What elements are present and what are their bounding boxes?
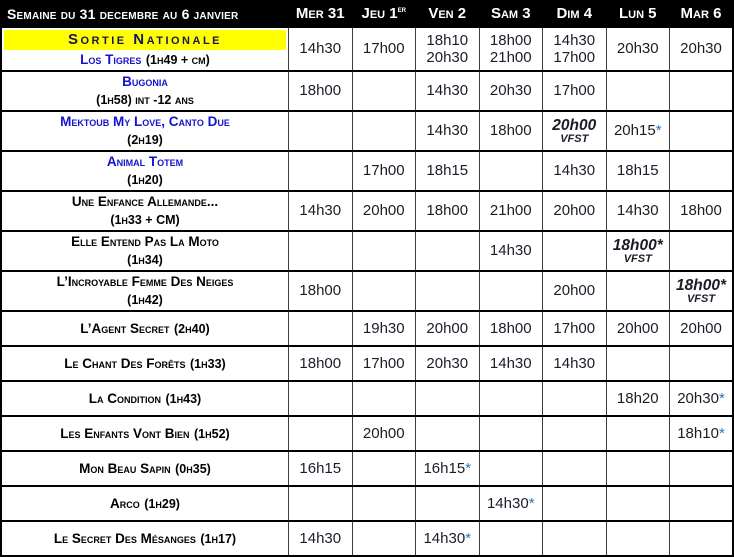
showtime: 14h30 bbox=[553, 354, 596, 372]
showtime-cell bbox=[543, 311, 607, 346]
showtime-cell bbox=[670, 486, 734, 521]
day-header: Mar 6 bbox=[670, 1, 734, 27]
showtime-cell bbox=[352, 451, 416, 486]
showtime-cell bbox=[416, 231, 480, 271]
film-row bbox=[1, 111, 733, 151]
film-title-line bbox=[4, 193, 286, 211]
showtime: 14h30* bbox=[486, 494, 535, 512]
showtime-cell bbox=[416, 381, 480, 416]
showtime: 18h00 bbox=[489, 122, 532, 140]
showtime-cell bbox=[670, 346, 734, 381]
film-title-line bbox=[4, 425, 286, 443]
film-title-line bbox=[4, 273, 286, 291]
showtime-cell bbox=[352, 486, 416, 521]
showtime: 20h00 bbox=[362, 202, 405, 220]
film-duration: (1h42) bbox=[127, 293, 163, 307]
film-duration: (1h34) bbox=[127, 253, 163, 267]
showtime: 14h30 bbox=[553, 162, 596, 180]
showtime-cell bbox=[416, 271, 480, 311]
showtime-cell bbox=[543, 451, 607, 486]
showtime-cell bbox=[543, 71, 607, 111]
showtime-cell bbox=[479, 231, 543, 271]
showtime: 18h00 bbox=[299, 282, 342, 300]
showtime-cell bbox=[352, 27, 416, 71]
showtime-cell bbox=[416, 151, 480, 191]
showtime-cell bbox=[289, 381, 353, 416]
showtime-cell bbox=[606, 451, 670, 486]
star-marker: * bbox=[465, 529, 472, 547]
film-title: Elle Entend Pas La Moto bbox=[71, 234, 219, 249]
showtime-cell bbox=[289, 71, 353, 111]
showtime-cell bbox=[670, 71, 734, 111]
showtime-cell bbox=[670, 521, 734, 556]
film-title-line bbox=[4, 73, 286, 91]
film-meta-line bbox=[4, 91, 286, 109]
showtime-cell bbox=[352, 346, 416, 381]
film-title: Bugonia bbox=[122, 74, 168, 89]
showtime-cell bbox=[670, 191, 734, 231]
showtime-cell bbox=[352, 271, 416, 311]
showtime-cell bbox=[606, 231, 670, 271]
showtime: 18h00 bbox=[489, 31, 532, 49]
showtime-cell bbox=[670, 27, 734, 71]
showtime-cell bbox=[606, 191, 670, 231]
showtime-cell bbox=[289, 191, 353, 231]
film-meta-line bbox=[4, 251, 286, 269]
showtime-cell bbox=[416, 416, 480, 451]
showtime-cell bbox=[352, 416, 416, 451]
showtime-cell bbox=[543, 111, 607, 151]
showtime: 18h15 bbox=[616, 162, 659, 180]
showtime: 18h20 bbox=[616, 389, 659, 407]
showtime: 14h30 bbox=[489, 242, 532, 260]
film-title-line bbox=[4, 390, 286, 408]
showtime-cell bbox=[352, 231, 416, 271]
day-header: Sam 3 bbox=[479, 1, 543, 27]
film-title-line bbox=[4, 320, 286, 338]
showtime: 17h00 bbox=[362, 40, 405, 58]
showtime: 16h15 bbox=[299, 459, 342, 477]
showtime-cell bbox=[416, 521, 480, 556]
showtime-cell bbox=[289, 231, 353, 271]
film-row bbox=[1, 71, 733, 111]
showtime-cell bbox=[543, 486, 607, 521]
showtime-cell bbox=[479, 521, 543, 556]
showtime: 18h15 bbox=[426, 162, 469, 180]
film-duration: (1h29) bbox=[144, 496, 180, 511]
showtime-cell bbox=[416, 27, 480, 71]
showtime-cell bbox=[352, 521, 416, 556]
showtime-cell bbox=[289, 416, 353, 451]
film-row bbox=[1, 451, 733, 486]
showtime: 14h30 bbox=[299, 40, 342, 58]
header-row bbox=[1, 1, 733, 27]
film-meta-line bbox=[4, 211, 286, 229]
film-title-line bbox=[4, 51, 286, 69]
film-duration: (1h52) bbox=[194, 426, 230, 441]
film-title-cell bbox=[1, 346, 289, 381]
sortie-nationale-banner: Sortie Nationale bbox=[4, 30, 286, 50]
showtime: 18h00 bbox=[299, 354, 342, 372]
film-title: Los Tigres bbox=[80, 51, 142, 67]
showtime: 19h30 bbox=[362, 319, 405, 337]
film-title: Une Enfance Allemande... bbox=[71, 194, 219, 209]
showtime-cell bbox=[543, 151, 607, 191]
film-title-line bbox=[4, 355, 286, 373]
showtime-cell bbox=[479, 111, 543, 151]
showtime-cell bbox=[670, 271, 734, 311]
film-duration: (2h19) bbox=[127, 133, 163, 147]
showtime: 17h00 bbox=[553, 49, 596, 66]
showtime-cell bbox=[606, 416, 670, 451]
showtime: 18h00* bbox=[612, 236, 663, 254]
film-duration: (2h40) bbox=[174, 321, 210, 336]
showtime: 20h00 bbox=[426, 319, 469, 337]
film-duration: (1h58) int -12 ans bbox=[96, 93, 194, 107]
showtime: 20h00 bbox=[552, 116, 597, 134]
showtime-cell bbox=[670, 381, 734, 416]
day-header: Dim 4 bbox=[543, 1, 607, 27]
showtime: 14h30 bbox=[299, 529, 342, 547]
showtime: 20h00 bbox=[553, 282, 596, 300]
showtime-cell bbox=[543, 346, 607, 381]
showtime-cell bbox=[289, 311, 353, 346]
showtime: 20h00 bbox=[616, 319, 659, 337]
showtime-cell bbox=[670, 231, 734, 271]
showtime: 20h00 bbox=[680, 319, 722, 337]
showtime-cell bbox=[670, 111, 734, 151]
showtime-cell bbox=[352, 111, 416, 151]
showtime: 14h30 bbox=[299, 202, 342, 220]
film-row bbox=[1, 346, 733, 381]
film-title-cell bbox=[1, 231, 289, 271]
showtime: 18h00 bbox=[426, 202, 469, 220]
showtime-cell bbox=[416, 71, 480, 111]
showtime: 21h00 bbox=[489, 202, 532, 220]
star-marker: * bbox=[718, 389, 725, 407]
film-row bbox=[1, 191, 733, 231]
film-title: Le Chant Des Forêts bbox=[64, 355, 186, 371]
film-title: Arco bbox=[110, 495, 140, 511]
showtime-cell bbox=[479, 27, 543, 71]
showtime-cell bbox=[289, 346, 353, 381]
film-duration: (0h35) bbox=[175, 461, 211, 476]
film-title: L’Incroyable Femme Des Neiges bbox=[56, 274, 234, 289]
showtime-cell bbox=[416, 451, 480, 486]
showtime: VFST bbox=[560, 133, 589, 146]
film-title-cell bbox=[1, 71, 289, 111]
film-title-cell bbox=[1, 381, 289, 416]
schedule-body bbox=[1, 27, 733, 556]
showtime-cell bbox=[352, 71, 416, 111]
showtime: 17h00 bbox=[553, 82, 596, 100]
showtime-cell bbox=[670, 151, 734, 191]
showtime-cell bbox=[606, 271, 670, 311]
film-title-cell bbox=[1, 151, 289, 191]
film-row bbox=[1, 416, 733, 451]
film-duration: (1h33) bbox=[190, 356, 226, 371]
showtime: VFST bbox=[686, 293, 716, 306]
day-header-sup: er bbox=[397, 5, 406, 14]
showtime-cell bbox=[479, 191, 543, 231]
film-row bbox=[1, 27, 733, 71]
showtime-cell bbox=[416, 346, 480, 381]
film-title-line bbox=[4, 153, 286, 171]
showtime-cell bbox=[606, 71, 670, 111]
showtime: 17h00 bbox=[362, 354, 405, 372]
showtime: 18h00 bbox=[299, 82, 342, 100]
showtime-cell bbox=[670, 311, 734, 346]
showtime-cell bbox=[606, 151, 670, 191]
showtime-cell bbox=[543, 416, 607, 451]
film-row bbox=[1, 521, 733, 556]
showtime-cell bbox=[416, 486, 480, 521]
showtime-cell bbox=[289, 486, 353, 521]
showtime-cell bbox=[606, 346, 670, 381]
showtime-cell bbox=[289, 451, 353, 486]
film-duration: (1h17) bbox=[200, 531, 237, 546]
showtime-cell bbox=[543, 521, 607, 556]
day-header: Ven 2 bbox=[416, 1, 480, 27]
film-title-line bbox=[4, 233, 286, 251]
day-header: Lun 5 bbox=[606, 1, 670, 27]
film-duration: (1h33 + CM) bbox=[110, 213, 180, 227]
star-marker: * bbox=[465, 459, 472, 477]
showtime: 20h15* bbox=[613, 122, 662, 140]
film-title-cell bbox=[1, 311, 289, 346]
showtime: 14h30 bbox=[489, 354, 532, 372]
showtime-cell bbox=[479, 451, 543, 486]
showtime-cell bbox=[606, 486, 670, 521]
film-title: Animal Totem bbox=[106, 154, 184, 169]
showtime-cell bbox=[670, 416, 734, 451]
showtime: 20h30 bbox=[680, 40, 722, 58]
showtime-cell bbox=[479, 71, 543, 111]
showtime-cell bbox=[543, 27, 607, 71]
star-marker: * bbox=[656, 236, 663, 254]
showtime: 20h30 bbox=[426, 354, 469, 372]
showtime-cell bbox=[352, 191, 416, 231]
showtime-cell bbox=[479, 381, 543, 416]
film-title: Les Enfants Vont Bien bbox=[60, 425, 190, 441]
film-meta-line bbox=[4, 291, 286, 309]
film-title-cell bbox=[1, 416, 289, 451]
day-header: Mer 31 bbox=[289, 1, 353, 27]
showtime: 14h30 bbox=[426, 122, 469, 140]
showtime: 14h30 bbox=[426, 82, 469, 100]
showtime-cell bbox=[479, 416, 543, 451]
showtime: 20h30* bbox=[677, 389, 725, 407]
showtime-cell bbox=[543, 231, 607, 271]
showtime-cell bbox=[606, 27, 670, 71]
film-title-cell bbox=[1, 521, 289, 556]
showtime: 18h00 bbox=[680, 202, 722, 220]
showtime-cell bbox=[606, 111, 670, 151]
star-marker: * bbox=[718, 424, 725, 442]
showtime: 14h30 bbox=[616, 202, 659, 220]
film-row bbox=[1, 381, 733, 416]
showtime-cell bbox=[543, 271, 607, 311]
showtime: 18h10 bbox=[426, 31, 469, 49]
showtime: 14h30 bbox=[553, 31, 596, 49]
film-row bbox=[1, 271, 733, 311]
film-title-cell bbox=[1, 27, 289, 71]
showtime-cell bbox=[352, 151, 416, 191]
showtime-cell bbox=[289, 271, 353, 311]
showtime: 20h00 bbox=[553, 202, 596, 220]
showtime: 20h30 bbox=[616, 40, 659, 58]
showtime-cell bbox=[670, 451, 734, 486]
showtime: 20h00 bbox=[362, 424, 405, 442]
showtime-cell bbox=[606, 311, 670, 346]
film-row bbox=[1, 151, 733, 191]
day-header: Jeu 1er bbox=[352, 1, 416, 27]
film-title-cell bbox=[1, 191, 289, 231]
showtime-cell bbox=[479, 151, 543, 191]
showtime: 18h10* bbox=[677, 424, 725, 442]
showtime: 14h30* bbox=[423, 529, 472, 547]
showtime-cell bbox=[606, 521, 670, 556]
showtime-cell bbox=[352, 381, 416, 416]
showtime-cell bbox=[289, 521, 353, 556]
showtime-cell bbox=[479, 271, 543, 311]
showtime: 20h30 bbox=[489, 82, 532, 100]
film-title: L’Agent Secret bbox=[80, 320, 170, 336]
showtime-cell bbox=[416, 111, 480, 151]
star-marker: * bbox=[719, 276, 726, 294]
film-row bbox=[1, 231, 733, 271]
film-title-cell bbox=[1, 451, 289, 486]
film-title-cell bbox=[1, 486, 289, 521]
film-title-line bbox=[4, 460, 286, 478]
showtime: 17h00 bbox=[553, 319, 596, 337]
week-label: Semaine du 31 decembre au 6 janvier bbox=[1, 1, 289, 27]
showtime-cell bbox=[479, 486, 543, 521]
showtime: 18h00 bbox=[489, 319, 532, 337]
film-row bbox=[1, 311, 733, 346]
showtime-cell bbox=[479, 346, 543, 381]
film-meta-line bbox=[4, 131, 286, 149]
showtime-cell bbox=[543, 381, 607, 416]
showtime: VFST bbox=[623, 253, 652, 266]
showtime-cell bbox=[416, 311, 480, 346]
showtime-cell bbox=[289, 151, 353, 191]
film-title: Mektoub My Love, Canto Due bbox=[60, 114, 230, 129]
showtime-cell bbox=[289, 111, 353, 151]
film-title-cell bbox=[1, 271, 289, 311]
film-title: La Condition bbox=[88, 390, 162, 406]
film-title-line bbox=[4, 530, 286, 548]
showtime: 21h00 bbox=[489, 49, 532, 66]
star-marker: * bbox=[655, 122, 662, 140]
showtime-cell bbox=[289, 27, 353, 71]
film-duration: (1h49 + cm) bbox=[145, 52, 210, 67]
film-title-line bbox=[4, 495, 286, 513]
showtime-cell bbox=[606, 381, 670, 416]
showtime-cell bbox=[479, 311, 543, 346]
showtime-cell bbox=[543, 191, 607, 231]
star-marker: * bbox=[528, 494, 535, 512]
showtime-cell bbox=[416, 191, 480, 231]
showtime: 17h00 bbox=[362, 162, 405, 180]
showtime: 16h15* bbox=[423, 459, 472, 477]
film-meta-line bbox=[4, 171, 286, 189]
film-title-cell bbox=[1, 111, 289, 151]
showtime: 18h00* bbox=[676, 276, 726, 294]
film-duration: (1h43) bbox=[165, 391, 202, 406]
film-row bbox=[1, 486, 733, 521]
showtime: 20h30 bbox=[426, 49, 469, 66]
film-duration: (1h20) bbox=[127, 173, 163, 187]
film-title: Le Secret Des Mésanges bbox=[53, 530, 196, 546]
film-title-line bbox=[4, 113, 286, 131]
film-title: Mon Beau Sapin bbox=[79, 460, 171, 476]
showtime-cell bbox=[352, 311, 416, 346]
